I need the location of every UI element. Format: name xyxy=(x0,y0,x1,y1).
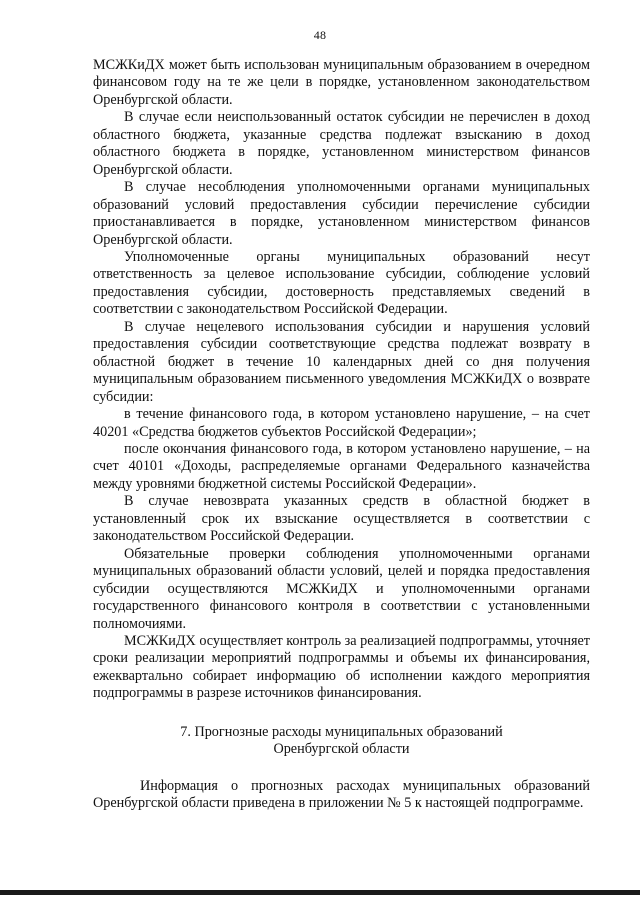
paragraph-continuation: МСЖКиДХ может быть использован муниципальным образованием в очередном финансовом году на те же цели в порядке, установленном законодательством Оренбургской области. xyxy=(93,57,590,108)
section-heading-line-1: 7. Прогнозные расходы муниципальных образований xyxy=(180,724,503,740)
section-heading-line-2: Оренбургской области xyxy=(273,741,410,758)
paragraph-non-return: В случае невозврата указанных средств в областной бюджет в установленный срок их взыскание осуществляется в соответствии с законодательством Российской Федерации. xyxy=(93,493,590,545)
bottom-rule xyxy=(0,890,640,895)
paragraph-account-40201: в течение финансового года, в котором установлено нарушение, – на счет 40201 «Средства бюджетов субъектов Российской Федерации»; xyxy=(93,406,590,440)
paragraph-mandatory-checks: Обязательные проверки соблюдения уполномоченными органами муниципальных образований области условий, целей и порядка предоставления субсидии осуществляются МСЖКиДХ и уполномоченными органами государственного финансового контроля в соответствии с установленными полномочиями. xyxy=(93,545,590,632)
document-body xyxy=(93,57,590,703)
paragraph-unused-balance: В случае если неиспользованный остаток субсидии не перечислен в доход областного бюджета, указанные средства подлежат взысканию в доход областного бюджета в порядке, установленном министерством финансов Оренбургской области. xyxy=(93,109,590,178)
paragraph-noncompliance: В случае несоблюдения уполномоченными органами муниципальных образований условий предоставления субсидии перечисление субсидии приостанавливается в порядке, установленном министерством финансов Оренбургской области. xyxy=(93,179,590,248)
paragraph-responsibility: Уполномоченные органы муниципальных образований несут ответственность за целевое использование субсидии, соблюдение условий предоставления субсидии, достоверность представляемых сведений в соответствии с законодательством Российской Федерации. xyxy=(93,248,590,318)
page-number: 48 xyxy=(313,28,327,42)
paragraph-account-40101: после окончания финансового года, в котором установлено нарушение, – на счет 40101 «Доходы, распределяемые органами Федерального казначейства между уровнями бюджетной системы Российской Федерации». xyxy=(93,440,590,492)
section-info-paragraph: Информация о прогнозных расходах муниципальных образований Оренбургской области приведена в приложении № 5 к настоящей подпрограмме. xyxy=(93,778,590,812)
paragraph-misuse-refund: В случае нецелевого использования субсидии и нарушения условий предоставления субсидии соответствующие средства подлежат возврату в областной бюджет в течение 10 календарных дней со дня получения муниципальным образованием письменного уведомления МСЖКиДХ о возврате субсидии: xyxy=(93,318,590,405)
section-heading xyxy=(93,724,590,759)
paragraph-control: МСЖКиДХ осуществляет контроль за реализацией подпрограммы, уточняет сроки реализации мероприятий подпрограммы и объемы их финансирования, ежеквартально собирает информацию об исполнении каждого мероприятия подпрограммы в разрезе источников финансирования. xyxy=(93,632,590,702)
